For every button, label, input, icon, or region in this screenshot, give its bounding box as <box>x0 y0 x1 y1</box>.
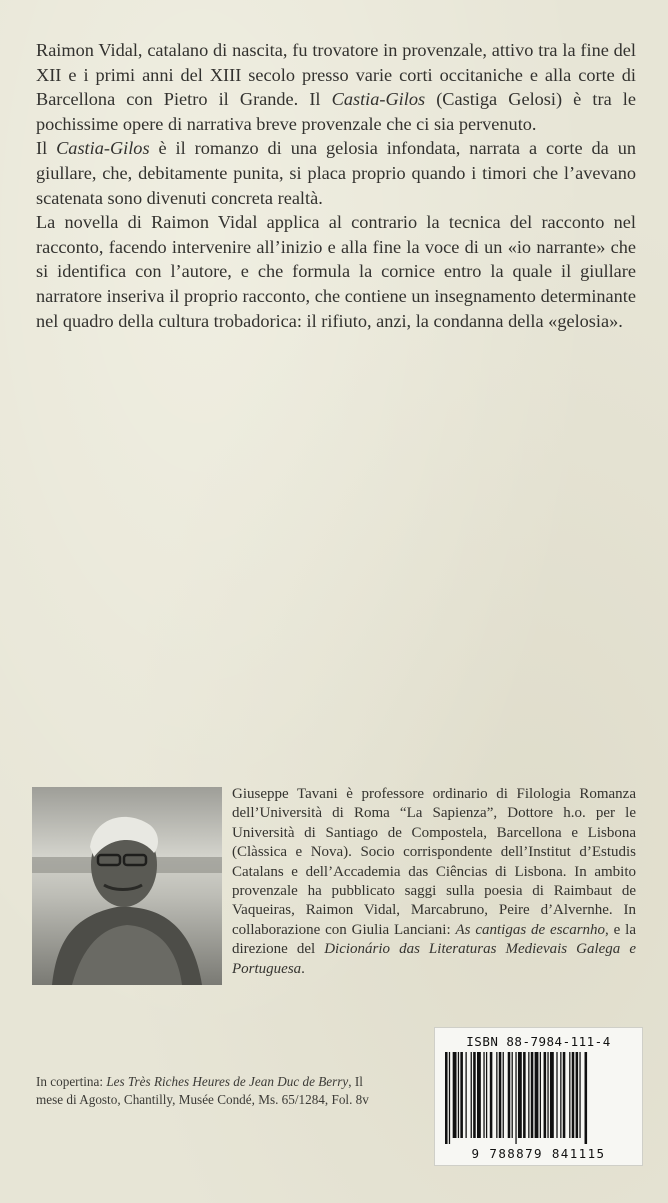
work-title: Castia-Gilos <box>56 138 150 159</box>
barcode-bar <box>473 1052 476 1138</box>
barcode-bar <box>579 1052 580 1138</box>
barcode-bar <box>465 1052 466 1138</box>
barcode-bar <box>518 1052 522 1138</box>
barcode-bar <box>496 1052 497 1138</box>
barcode-bar <box>560 1052 561 1138</box>
work-title: As cantigas de escarnho <box>455 921 606 938</box>
author-portrait-image <box>32 787 222 985</box>
barcode-bar <box>486 1052 487 1138</box>
barcode-bar <box>471 1052 472 1138</box>
barcode-bar <box>576 1052 579 1138</box>
artwork-title: Les Très Riches Heures de Jean Duc de Berry <box>106 1074 349 1089</box>
barcode-bar <box>499 1052 502 1138</box>
work-title: Castia-Gilos <box>331 89 426 110</box>
cover-credits: In copertina: Les Très Riches Heures de Jean Duc de Berry, Il mese di Agosto, Chantilly, Musée Condé, Ms. 65/1284, Fol. 8v <box>36 1074 369 1107</box>
barcode <box>443 1052 633 1144</box>
barcode-bar <box>477 1052 481 1138</box>
barcode-bar <box>523 1052 526 1138</box>
barcode-bar <box>503 1052 504 1138</box>
barcode-bar <box>512 1052 513 1138</box>
barcode-bar <box>572 1052 575 1138</box>
barcode-bar <box>453 1052 457 1138</box>
barcode-bar <box>483 1052 484 1138</box>
barcode-bar <box>458 1052 459 1138</box>
barcode-bar <box>540 1052 541 1138</box>
barcode-bar <box>490 1052 493 1138</box>
isbn-number: ISBN 88-7984-111-4 <box>466 1034 611 1049</box>
barcode-bar <box>547 1052 548 1138</box>
barcode-bar <box>449 1052 450 1144</box>
blurb-paragraph-2: Il Castia-Gilos è il romanzo di una gelosia infondata, narrata a corte da un giullare, che, debitamente punita, si placa proprio quando i timori che l’avevano scatenata sono divenuti concreta realtà. <box>36 138 636 208</box>
ean-number: 9 788879 841115 <box>471 1146 606 1161</box>
barcode-bar <box>515 1052 516 1144</box>
author-photo <box>32 787 222 985</box>
barcode-bar <box>556 1052 557 1138</box>
blurb-paragraph-3: La novella di Raimon Vidal applica al contrario la tecnica del racconto nel racconto, facendo intervenire all’inizio e alla fine la voce di un «io narrante» che si identifica con l’autore, e che formula la cornice entro la quale il giullare narratore inseriva il proprio racconto, che contiene un insegnamento determinante nel quadro della cultura trobadorica: il rifiuto, anzi, la condanna della «gelosia». <box>36 212 636 331</box>
barcode-bar <box>528 1052 529 1138</box>
barcode-bar <box>569 1052 570 1138</box>
author-bio: Giuseppe Tavani è professore ordinario di Filologia Romanza dell’Università di Roma “La Sapienza”, Dottore h.o. per le Università di Santiago de Compostela, Barcellona e Lisbona (Clàssica e Nova). Socio corrispondente dell’Institut d’Estudis Catalans e dell’Accademia das Ciências di Lisbona. In ambito provenzale ha pubblicato saggi sulla poesia di Raimbaut de Vaqueiras, Raimon Vidal, Marcabruno, Peire d’Alvernhe. In collaborazione con Giulia Lanciani: As cantigas de escarnho, e la direzione del Dicionário das Literaturas Medievais Galega e Portuguesa. <box>232 786 636 977</box>
barcode-bar <box>445 1052 448 1144</box>
barcode-bar <box>535 1052 539 1138</box>
barcode-bar <box>508 1052 511 1138</box>
blurb-paragraph-1: Raimon Vidal, catalano di nascita, fu trovatore in provenzale, attivo tra la fine del XII e i primi anni del XIII secolo presso varie corti occitaniche e alla corte di Barcellona con Pietro il Grande. Il Castia-Gilos (Castiga Gelosi) è tra le pochissime opere di narrativa breve provenzale che ci sia pervenuto. <box>36 40 637 134</box>
barcode-bar <box>550 1052 554 1138</box>
barcode-bar <box>585 1052 588 1144</box>
barcode-bar <box>563 1052 566 1138</box>
barcode-bar <box>531 1052 534 1138</box>
work-title: Dicionário das Literaturas Medievais Galega e Portuguesa <box>232 941 636 977</box>
barcode-bar <box>544 1052 547 1138</box>
blurb <box>36 38 636 333</box>
barcode-bar <box>460 1052 463 1138</box>
barcode-box <box>434 1027 643 1166</box>
